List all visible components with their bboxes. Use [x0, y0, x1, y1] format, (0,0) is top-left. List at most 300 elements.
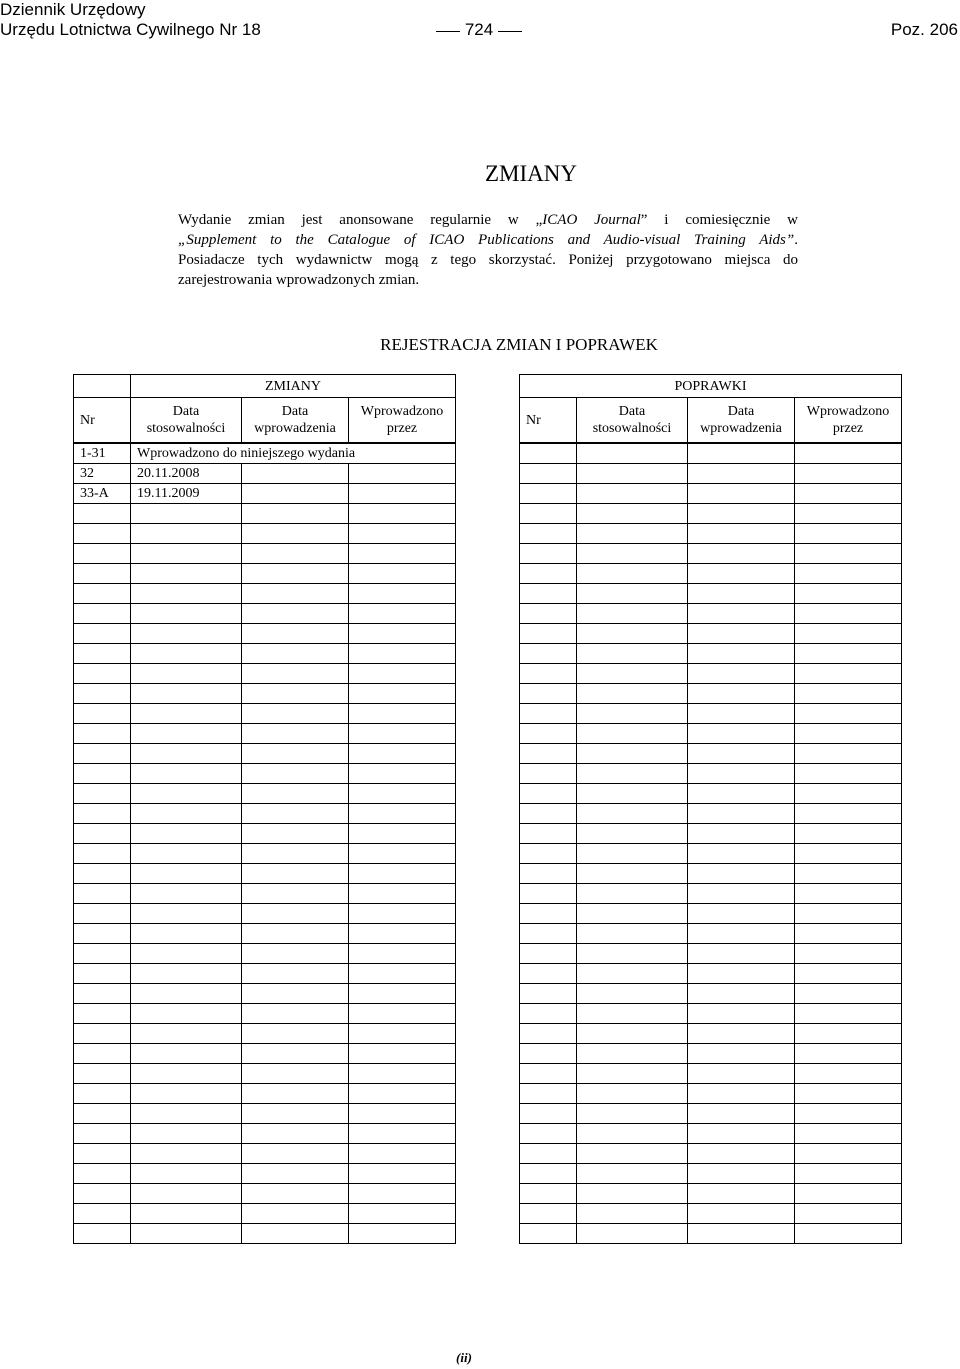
empty-cell	[795, 644, 902, 664]
empty-cell	[349, 824, 456, 844]
intro-line-2: „Supplement to the Catalogue of ICAO Publications and Audio-visual Training Aids”.	[178, 232, 798, 248]
empty-cell	[688, 704, 795, 724]
empty-cell	[795, 864, 902, 884]
table-row	[74, 1164, 456, 1184]
table-row	[74, 464, 456, 484]
table-row	[74, 764, 456, 784]
intro-line-4: zarejestrowania wprowadzonych zmian.	[178, 272, 420, 288]
empty-cell	[577, 1184, 688, 1204]
empty-cell	[349, 1084, 456, 1104]
empty-cell	[131, 1144, 242, 1164]
empty-cell	[520, 804, 577, 824]
empty-cell	[74, 1124, 131, 1144]
empty-cell	[520, 484, 577, 504]
table-row	[74, 504, 456, 524]
empty-cell	[242, 524, 349, 544]
empty-cell	[349, 704, 456, 724]
empty-cell	[795, 1064, 902, 1084]
empty-cell	[349, 604, 456, 624]
empty-cell	[520, 984, 577, 1004]
empty-cell	[520, 464, 577, 484]
empty-cell	[520, 924, 577, 944]
page-title: ZMIANY	[485, 161, 577, 186]
entry-by	[349, 464, 456, 484]
empty-cell	[688, 564, 795, 584]
corrections-column-header: Nr	[520, 398, 577, 444]
empty-cell	[131, 1064, 242, 1084]
empty-cell	[520, 564, 577, 584]
empty-cell	[74, 544, 131, 564]
empty-cell	[577, 1204, 688, 1224]
empty-cell	[349, 964, 456, 984]
empty-cell	[795, 684, 902, 704]
changes-column-header: Data wprowadzenia	[242, 398, 349, 444]
empty-cell	[520, 864, 577, 884]
empty-cell	[131, 944, 242, 964]
empty-cell	[795, 984, 902, 1004]
empty-cell	[520, 624, 577, 644]
table-row	[520, 644, 902, 664]
table-row	[520, 924, 902, 944]
entry-applicability: 19.11.2009	[131, 484, 242, 504]
empty-cell	[242, 624, 349, 644]
empty-cell	[688, 964, 795, 984]
corrections-column-header: Data stosowalności	[577, 398, 688, 444]
empty-cell	[74, 644, 131, 664]
empty-cell	[74, 824, 131, 844]
empty-cell	[349, 1064, 456, 1084]
empty-cell	[577, 524, 688, 544]
empty-cell	[242, 844, 349, 864]
empty-cell	[242, 644, 349, 664]
empty-cell	[131, 504, 242, 524]
table-row	[74, 664, 456, 684]
table-row	[520, 604, 902, 624]
empty-cell	[131, 984, 242, 1004]
empty-cell	[577, 1224, 688, 1244]
empty-cell	[577, 904, 688, 924]
table-row	[74, 484, 456, 504]
empty-cell	[688, 1064, 795, 1084]
table-row	[520, 624, 902, 644]
table-row	[74, 824, 456, 844]
corrections-table	[519, 374, 902, 1244]
empty-cell	[520, 744, 577, 764]
entry-entered	[242, 464, 349, 484]
empty-cell	[74, 1064, 131, 1084]
table-row	[520, 443, 902, 464]
table-row	[520, 1224, 902, 1244]
table-row	[520, 704, 902, 724]
empty-cell	[74, 1024, 131, 1044]
table-row	[520, 884, 902, 904]
empty-cell	[795, 624, 902, 644]
empty-cell	[349, 944, 456, 964]
empty-cell	[349, 1184, 456, 1204]
empty-cell	[349, 1144, 456, 1164]
empty-cell	[242, 1024, 349, 1044]
empty-cell	[795, 504, 902, 524]
empty-cell	[242, 1124, 349, 1144]
corrections-column-header: Data wprowadzenia	[688, 398, 795, 444]
entry-applicability: 20.11.2008	[131, 464, 242, 484]
empty-cell	[242, 1104, 349, 1124]
empty-cell	[349, 904, 456, 924]
empty-cell	[520, 844, 577, 864]
empty-cell	[688, 884, 795, 904]
empty-cell	[131, 564, 242, 584]
empty-cell	[349, 1104, 456, 1124]
empty-cell	[577, 964, 688, 984]
empty-cell	[242, 744, 349, 764]
table-row	[74, 944, 456, 964]
empty-cell	[795, 844, 902, 864]
entry-number: 1-31	[74, 443, 131, 464]
empty-cell	[74, 784, 131, 804]
empty-cell	[349, 664, 456, 684]
table-row	[74, 684, 456, 704]
empty-cell	[795, 944, 902, 964]
empty-cell	[577, 1104, 688, 1124]
table-row	[74, 644, 456, 664]
empty-cell	[520, 964, 577, 984]
empty-cell	[577, 924, 688, 944]
table-row	[74, 784, 456, 804]
table-row	[74, 524, 456, 544]
empty-cell	[349, 724, 456, 744]
empty-cell	[520, 1064, 577, 1084]
empty-cell	[688, 544, 795, 564]
empty-cell	[795, 484, 902, 504]
table-row	[520, 504, 902, 524]
empty-cell	[577, 564, 688, 584]
empty-cell	[688, 724, 795, 744]
empty-cell	[74, 1044, 131, 1064]
empty-cell	[74, 984, 131, 1004]
empty-cell	[520, 1224, 577, 1244]
empty-cell	[242, 704, 349, 724]
empty-cell	[795, 524, 902, 544]
table-row	[74, 804, 456, 824]
changes-group-label: ZMIANY	[131, 375, 456, 398]
empty-cell	[520, 1084, 577, 1104]
empty-cell	[520, 784, 577, 804]
empty-cell	[349, 1024, 456, 1044]
empty-cell	[795, 784, 902, 804]
empty-cell	[74, 564, 131, 584]
empty-cell	[688, 524, 795, 544]
intro-line-1: Wydanie zmian jest anonsowane regularnie w „ICAO Journal” i comiesięcznie w	[178, 212, 798, 228]
empty-cell	[131, 1204, 242, 1224]
empty-cell	[131, 1084, 242, 1104]
empty-cell	[688, 464, 795, 484]
empty-cell	[131, 964, 242, 984]
empty-cell	[74, 604, 131, 624]
publication-issuer: Urzędu Lotnictwa Cywilnego Nr 18	[0, 20, 261, 39]
empty-cell	[131, 1004, 242, 1024]
empty-cell	[242, 904, 349, 924]
table-row	[520, 844, 902, 864]
empty-cell	[131, 864, 242, 884]
empty-cell	[520, 664, 577, 684]
empty-cell	[242, 824, 349, 844]
empty-cell	[520, 724, 577, 744]
publication-name: Dziennik Urzędowy	[0, 0, 146, 19]
intro-line-3: Posiadacze tych wydawnictw mogą z tego skorzystać. Poniżej przygotowano miejsca do	[178, 252, 798, 268]
empty-cell	[520, 944, 577, 964]
table-row	[74, 1104, 456, 1124]
empty-cell	[131, 884, 242, 904]
empty-cell	[688, 484, 795, 504]
empty-cell	[577, 844, 688, 864]
empty-cell	[688, 504, 795, 524]
empty-cell	[577, 824, 688, 844]
empty-cell	[577, 1044, 688, 1064]
table-row	[74, 1024, 456, 1044]
empty-cell	[688, 984, 795, 1004]
table-row	[74, 704, 456, 724]
empty-cell	[74, 584, 131, 604]
empty-cell	[74, 864, 131, 884]
empty-cell	[577, 704, 688, 724]
empty-cell	[74, 1184, 131, 1204]
empty-cell	[520, 884, 577, 904]
empty-cell	[349, 1224, 456, 1244]
empty-cell	[242, 944, 349, 964]
empty-cell	[242, 764, 349, 784]
empty-cell	[242, 664, 349, 684]
table-row	[74, 1124, 456, 1144]
empty-cell	[349, 984, 456, 1004]
empty-cell	[577, 484, 688, 504]
table-row	[520, 1164, 902, 1184]
empty-cell	[795, 1224, 902, 1244]
entry-entered	[242, 484, 349, 504]
empty-cell	[688, 744, 795, 764]
empty-cell	[131, 1184, 242, 1204]
empty-cell	[795, 924, 902, 944]
empty-cell	[688, 1124, 795, 1144]
empty-cell	[131, 804, 242, 824]
empty-cell	[577, 764, 688, 784]
empty-cell	[131, 1124, 242, 1144]
changes-column-header: Nr	[74, 398, 131, 444]
empty-cell	[242, 1224, 349, 1244]
empty-cell	[242, 1184, 349, 1204]
table-row	[74, 724, 456, 744]
empty-cell	[349, 764, 456, 784]
table-row	[520, 804, 902, 824]
table-row	[74, 1224, 456, 1244]
table-row	[520, 944, 902, 964]
empty-cell	[688, 584, 795, 604]
empty-cell	[795, 964, 902, 984]
empty-cell	[242, 604, 349, 624]
empty-cell	[688, 1144, 795, 1164]
table-row	[520, 1204, 902, 1224]
changes-column-header: Wprowadzono przez	[349, 398, 456, 444]
empty-cell	[688, 804, 795, 824]
table-row	[74, 744, 456, 764]
table-row	[520, 1024, 902, 1044]
publication-header	[0, 0, 261, 40]
empty-cell	[577, 1064, 688, 1084]
table-row	[520, 1084, 902, 1104]
empty-cell	[242, 564, 349, 584]
empty-cell	[795, 1124, 902, 1144]
empty-cell	[349, 644, 456, 664]
empty-cell	[131, 604, 242, 624]
empty-cell	[795, 804, 902, 824]
position-label: Poz. 206	[890, 20, 958, 39]
empty-cell	[688, 1224, 795, 1244]
empty-cell	[577, 1084, 688, 1104]
table-row	[74, 584, 456, 604]
empty-cell	[131, 924, 242, 944]
empty-cell	[688, 784, 795, 804]
empty-cell	[131, 1164, 242, 1184]
table-row	[520, 744, 902, 764]
table-row	[74, 1044, 456, 1064]
empty-cell	[688, 904, 795, 924]
empty-cell	[795, 724, 902, 744]
empty-cell	[688, 1084, 795, 1104]
empty-cell	[131, 1044, 242, 1064]
empty-cell	[795, 1104, 902, 1124]
empty-cell	[795, 904, 902, 924]
empty-cell	[349, 584, 456, 604]
empty-cell	[74, 944, 131, 964]
empty-cell	[688, 644, 795, 664]
empty-cell	[795, 584, 902, 604]
empty-cell	[74, 884, 131, 904]
table-row	[520, 1004, 902, 1024]
empty-cell	[577, 1124, 688, 1144]
corrections-group-label: POPRAWKI	[520, 375, 902, 398]
empty-cell	[131, 824, 242, 844]
empty-cell	[688, 1104, 795, 1124]
table-row	[520, 1104, 902, 1124]
empty-cell	[520, 443, 577, 464]
empty-cell	[520, 704, 577, 724]
entry-merged-note: Wprowadzono do niniejszego wydania	[131, 443, 456, 464]
empty-cell	[349, 1204, 456, 1224]
empty-cell	[520, 1024, 577, 1044]
empty-cell	[688, 864, 795, 884]
empty-cell	[131, 1104, 242, 1124]
empty-cell	[242, 784, 349, 804]
empty-cell	[349, 684, 456, 704]
empty-cell	[520, 1124, 577, 1144]
empty-cell	[795, 1044, 902, 1064]
empty-cell	[795, 564, 902, 584]
empty-cell	[74, 684, 131, 704]
empty-cell	[795, 664, 902, 684]
empty-cell	[688, 924, 795, 944]
entry-number: 32	[74, 464, 131, 484]
page-number: 724	[464, 20, 494, 39]
empty-cell	[74, 724, 131, 744]
empty-cell	[74, 664, 131, 684]
empty-cell	[349, 744, 456, 764]
empty-cell	[577, 664, 688, 684]
empty-cell	[688, 944, 795, 964]
table-row	[74, 1004, 456, 1024]
empty-cell	[520, 904, 577, 924]
empty-cell	[349, 504, 456, 524]
table-row	[520, 984, 902, 1004]
table-row	[520, 544, 902, 564]
empty-cell	[131, 624, 242, 644]
changes-table	[73, 374, 456, 1244]
empty-cell	[577, 1144, 688, 1164]
entry-by	[349, 484, 456, 504]
empty-cell	[795, 1204, 902, 1224]
empty-cell	[131, 584, 242, 604]
table-row	[74, 1144, 456, 1164]
empty-cell	[795, 1164, 902, 1184]
empty-cell	[577, 684, 688, 704]
table-row	[74, 924, 456, 944]
changes-column-header: Data stosowalności	[131, 398, 242, 444]
table-row	[74, 904, 456, 924]
empty-cell	[688, 764, 795, 784]
empty-cell	[242, 584, 349, 604]
table-row	[74, 984, 456, 1004]
empty-cell	[131, 744, 242, 764]
empty-cell	[520, 1184, 577, 1204]
empty-cell	[74, 704, 131, 724]
empty-cell	[242, 1084, 349, 1104]
empty-cell	[74, 964, 131, 984]
empty-cell	[520, 1204, 577, 1224]
empty-cell	[520, 604, 577, 624]
empty-cell	[242, 544, 349, 564]
table-row	[520, 1124, 902, 1144]
empty-cell	[795, 443, 902, 464]
empty-cell	[131, 784, 242, 804]
empty-cell	[520, 544, 577, 564]
empty-cell	[795, 704, 902, 724]
empty-cell	[520, 584, 577, 604]
empty-cell	[242, 684, 349, 704]
table-row	[74, 544, 456, 564]
empty-cell	[74, 844, 131, 864]
empty-cell	[795, 824, 902, 844]
empty-cell	[131, 1224, 242, 1244]
empty-cell	[242, 924, 349, 944]
empty-cell	[74, 764, 131, 784]
empty-cell	[577, 504, 688, 524]
empty-cell	[795, 1084, 902, 1104]
table-row	[74, 884, 456, 904]
empty-cell	[688, 1004, 795, 1024]
empty-cell	[577, 1164, 688, 1184]
empty-cell	[349, 1124, 456, 1144]
empty-cell	[688, 443, 795, 464]
empty-cell	[242, 804, 349, 824]
empty-cell	[131, 664, 242, 684]
table-row	[74, 1064, 456, 1084]
empty-cell	[577, 864, 688, 884]
empty-cell	[74, 504, 131, 524]
empty-cell	[688, 1044, 795, 1064]
empty-cell	[74, 1164, 131, 1184]
table-row	[520, 664, 902, 684]
empty-cell	[688, 1164, 795, 1184]
empty-cell	[520, 684, 577, 704]
empty-cell	[74, 624, 131, 644]
